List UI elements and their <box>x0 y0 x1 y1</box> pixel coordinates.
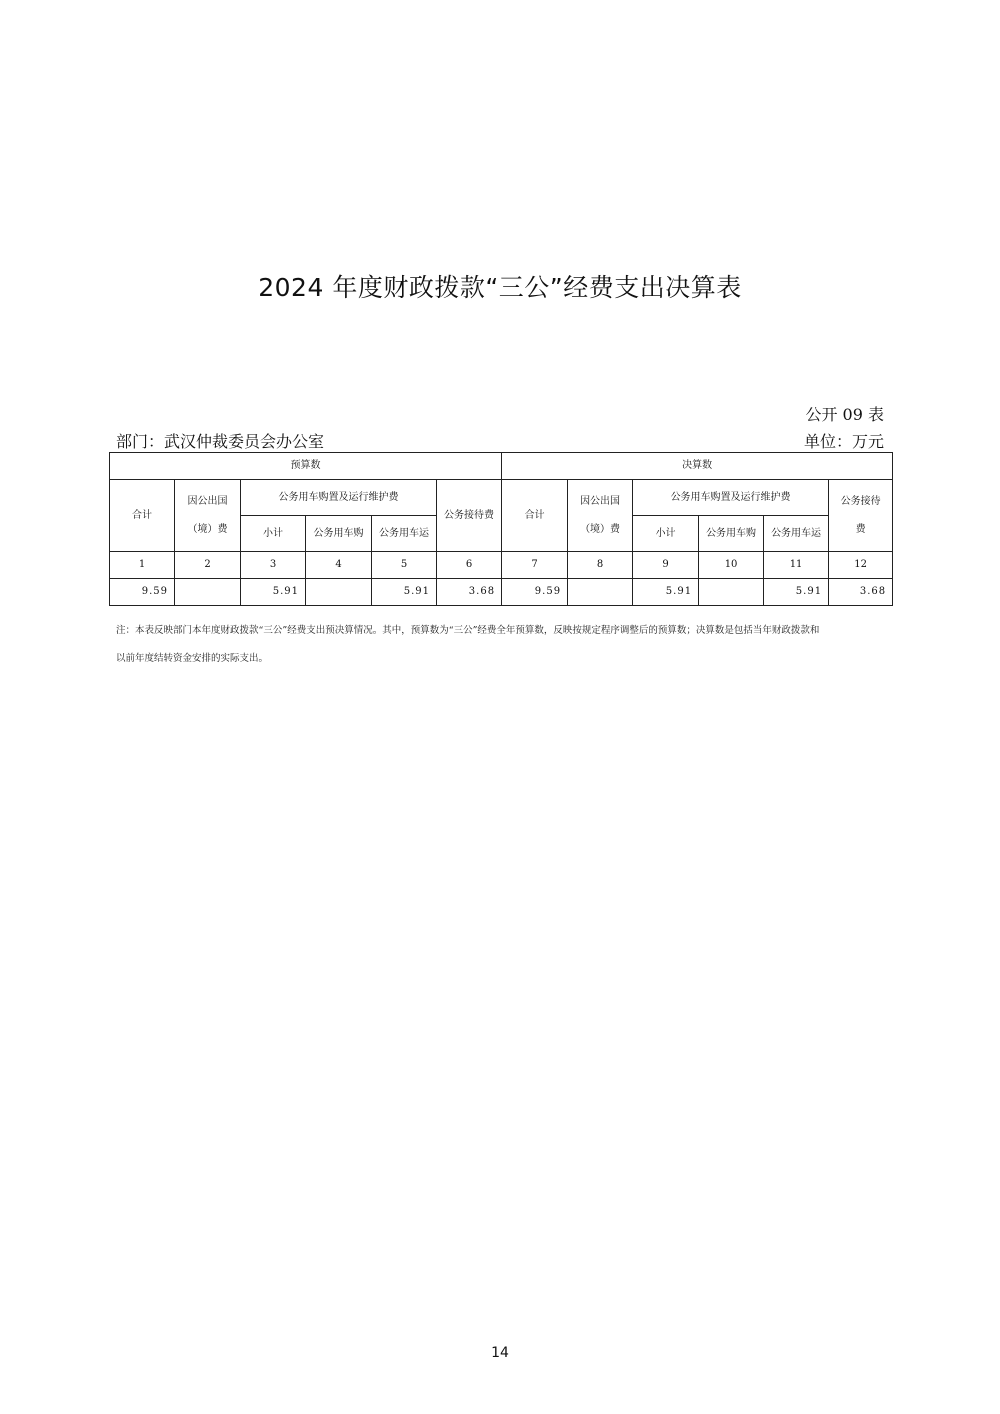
final-vehicle-purchase-header: 公务用车购 <box>699 516 764 552</box>
reception-label-line2: 费 <box>855 523 866 535</box>
abroad-label-line1: 因公出国 <box>580 495 621 507</box>
value-cell: 9.59 <box>502 579 568 606</box>
column-number: 9 <box>633 552 699 579</box>
value-cell <box>699 579 764 606</box>
final-reception-header <box>829 480 893 552</box>
form-code: 公开 09 表 <box>805 405 884 424</box>
value-cell: 5.91 <box>241 579 306 606</box>
page-number: 14 <box>491 1345 509 1361</box>
budget-vehicle-operation-header: 公务用车运 <box>372 516 437 552</box>
column-number: 1 <box>110 552 175 579</box>
table-note-line2: 以前年度结转资金安排的实际支出。 <box>116 653 269 664</box>
column-number: 12 <box>829 552 893 579</box>
column-number: 2 <box>175 552 241 579</box>
column-number: 4 <box>306 552 372 579</box>
budget-total-header: 合计 <box>110 480 175 552</box>
value-cell: 9.59 <box>110 579 175 606</box>
budget-header: 预算数 <box>110 453 502 480</box>
column-number: 11 <box>764 552 829 579</box>
unit-label: 单位：万元 <box>803 432 884 451</box>
value-cell: 5.91 <box>633 579 699 606</box>
value-cell <box>306 579 372 606</box>
value-cell: 5.91 <box>764 579 829 606</box>
value-row <box>110 579 893 606</box>
column-number: 10 <box>699 552 764 579</box>
page-title: 2024 年度财政拨款“三公”经费支出决算表 <box>258 273 742 302</box>
column-number: 3 <box>241 552 306 579</box>
column-number: 7 <box>502 552 568 579</box>
budget-vehicle-header: 公务用车购置及运行维护费 <box>241 480 437 516</box>
column-number: 8 <box>568 552 633 579</box>
value-cell <box>175 579 241 606</box>
value-cell: 5.91 <box>372 579 437 606</box>
table-note-line1: 注：本表反映部门本年度财政拨款“三公”经费支出预决算情况。其中，预算数为“三公”经费全年预算数，反映按规定程序调整后的预算数；决算数是包括当年财政拨款和 <box>116 625 820 636</box>
expense-table <box>109 452 893 606</box>
value-cell: 3.68 <box>437 579 502 606</box>
column-number: 6 <box>437 552 502 579</box>
budget-reception-header: 公务接待费 <box>437 480 502 552</box>
final-subtotal-header: 小计 <box>633 516 699 552</box>
budget-subtotal-header: 小计 <box>241 516 306 552</box>
value-cell: 3.68 <box>829 579 893 606</box>
reception-label-line1: 公务接待 <box>840 495 881 507</box>
column-number-row <box>110 552 893 579</box>
final-vehicle-operation-header: 公务用车运 <box>764 516 829 552</box>
abroad-label-line2: （境）费 <box>580 523 621 535</box>
value-cell <box>568 579 633 606</box>
abroad-label-line1: 因公出国 <box>187 495 228 507</box>
department-label: 部门：武汉仲裁委员会办公室 <box>116 432 325 451</box>
final-abroad-header <box>568 480 633 552</box>
final-total-header: 合计 <box>502 480 568 552</box>
budget-vehicle-purchase-header: 公务用车购 <box>306 516 372 552</box>
final-vehicle-header: 公务用车购置及运行维护费 <box>633 480 829 516</box>
abroad-label-line2: （境）费 <box>187 523 228 535</box>
budget-abroad-header <box>175 480 241 552</box>
final-header: 决算数 <box>502 453 893 480</box>
column-number: 5 <box>372 552 437 579</box>
